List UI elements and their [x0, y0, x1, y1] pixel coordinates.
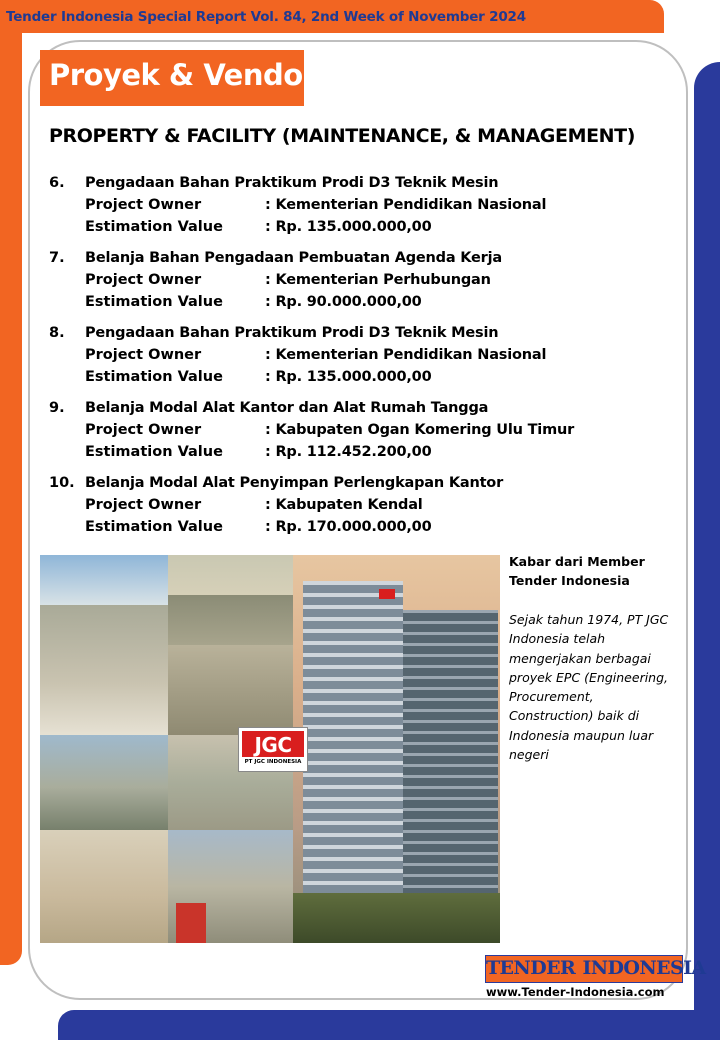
value-label: Estimation Value: [85, 294, 223, 310]
office-tower-photo: [293, 555, 500, 943]
jgc-logo: [238, 727, 308, 772]
tender-indonesia-logo: [485, 955, 706, 983]
estimation-value: : Rp. 170.000.000,00: [265, 519, 432, 535]
item-number: 6.: [49, 175, 65, 191]
item-title: Pengadaan Bahan Praktikum Prodi D3 Teknik Mesin: [85, 325, 499, 341]
refinery-photo: [168, 645, 293, 735]
estimation-value: : Rp. 90.000.000,00: [265, 294, 422, 310]
owner-label: Project Owner: [85, 197, 202, 213]
item-number: 10.: [49, 475, 75, 491]
value-label: Estimation Value: [85, 219, 223, 235]
item-title: Belanja Bahan Pengadaan Pembuatan Agenda Kerja: [85, 250, 502, 266]
item-title: Pengadaan Bahan Praktikum Prodi D3 Teknik Mesin: [85, 175, 499, 191]
estimation-value: : Rp. 112.452.200,00: [265, 444, 432, 460]
plant-photo: [168, 555, 293, 645]
value-label: Estimation Value: [85, 444, 223, 460]
item-title: Belanja Modal Alat Kantor dan Alat Rumah Tangga: [85, 400, 489, 416]
owner-label: Project Owner: [85, 497, 202, 513]
jgc-sign: [379, 589, 395, 599]
plant-photo: [40, 830, 168, 943]
estimation-value: : Rp. 135.000.000,00: [265, 219, 432, 235]
sidebar-body: Sejak tahun 1974, PT JGC Indonesia telah mengerjakan berbagai proyek EPC (Engineering, Procurement, Construction) baik di Indonesia maupun luar negeri: [509, 612, 669, 763]
logo-word-indonesia: INDONESIA: [582, 957, 706, 979]
owner-label: Project Owner: [85, 272, 202, 288]
plant-photo: [168, 830, 293, 943]
estimation-value: : Rp. 135.000.000,00: [265, 369, 432, 385]
value-label: Estimation Value: [85, 519, 223, 535]
item-number: 9.: [49, 400, 65, 416]
plant-photo: [40, 555, 168, 735]
website-link[interactable]: www.Tender-Indonesia.com: [486, 985, 665, 999]
jgc-logo-letters: JGC: [254, 733, 292, 757]
report-header: Tender Indonesia Special Report Vol. 84, 2nd Week of November 2024: [6, 9, 526, 25]
item-number: 8.: [49, 325, 65, 341]
owner-label: Project Owner: [85, 347, 202, 363]
owner-label: Project Owner: [85, 422, 202, 438]
plant-photo: [40, 735, 168, 830]
logo-word-tender: TENDER: [486, 957, 576, 979]
owner-value: : Kabupaten Kendal: [265, 497, 423, 513]
value-label: Estimation Value: [85, 369, 223, 385]
jgc-logo-subtitle: PT JGC INDONESIA: [244, 759, 302, 765]
sidebar-title: Kabar dari Member Tender Indonesia: [509, 554, 645, 588]
bottom-accent-band: [58, 1010, 720, 1040]
title-box: [40, 50, 317, 106]
right-accent-band: [694, 62, 720, 1030]
owner-value: : Kementerian Perhubungan: [265, 272, 491, 288]
page-title: Proyek & Vendor: [49, 58, 317, 92]
section-heading: PROPERTY & FACILITY (MAINTENANCE, & MANAGEMENT): [49, 125, 636, 147]
owner-value: : Kementerian Pendidikan Nasional: [265, 347, 547, 363]
item-number: 7.: [49, 250, 65, 266]
item-title: Belanja Modal Alat Penyimpan Perlengkapan Kantor: [85, 475, 504, 491]
owner-value: : Kementerian Pendidikan Nasional: [265, 197, 547, 213]
left-accent-band: [0, 10, 22, 965]
owner-value: : Kabupaten Ogan Komering Ulu Timur: [265, 422, 575, 438]
